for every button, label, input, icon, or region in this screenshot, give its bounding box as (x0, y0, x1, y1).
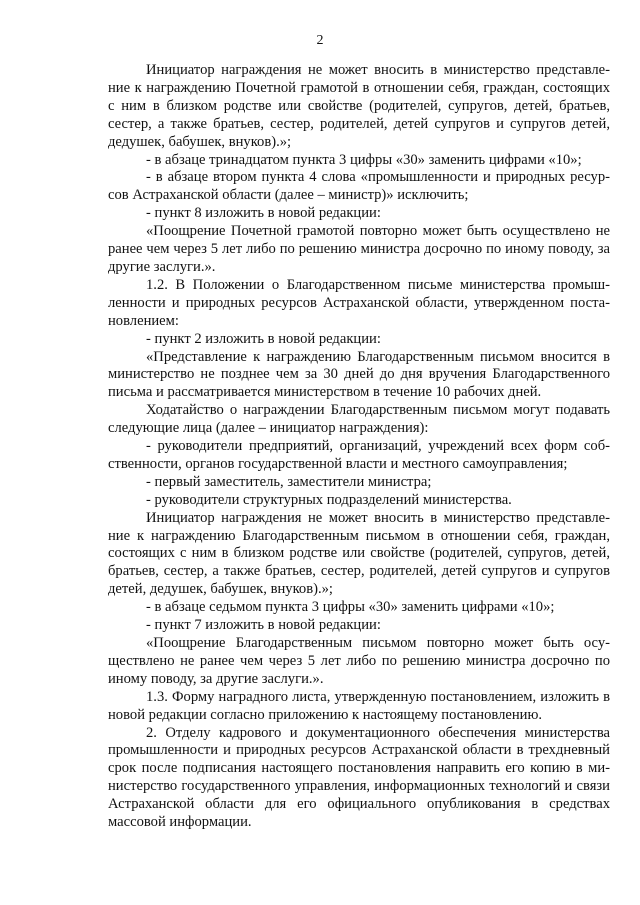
paragraph: - в абзаце втором пункта 4 слова «промышленности и природных ресур-сов Астраханской области (далее – министр)» исключить; (108, 169, 610, 204)
paragraph: Инициатор награждения не может вносить в министерство представле-ние к награждению Благодарственным письмом в отношении себя, граждан, состоящих с ним в близком родстве или свойстве (родителей, супругов, детей, братьев, сестер, а также братьев, сестер, родителей, детей супругов и супругов детей, дедушек, бабушек, внуков).»; (108, 509, 610, 598)
paragraph: Ходатайство о награждении Благодарственным письмом могут подавать следующие лица (далее – инициатор награждения): (108, 402, 610, 437)
paragraph: «Представление к награждению Благодарственным письмом вносится в министерство не позднее чем за 30 дней до дня вручения Благодарственного письма и рассматривается министерством в течение 10 рабочих дней. (108, 348, 610, 401)
paragraph: - пункт 2 изложить в новой редакции: (146, 330, 381, 347)
paragraph: - в абзаце тринадцатом пункта 3 цифры «30» заменить цифрами «10»; (146, 151, 582, 168)
paragraph: - руководители предприятий, организаций, учреждений всех форм соб-ственности, органов государственной власти и местного самоуправления; (108, 438, 610, 472)
paragraph: - первый заместитель, заместители министра; (146, 473, 432, 490)
paragraph: «Поощрение Благодарственным письмом повторно может быть осу-ществлено не ранее чем через 5 лет либо по решению министра досрочно по иному поводу, за другие заслуги.». (108, 635, 610, 687)
paragraph: - пункт 8 изложить в новой редакции: (146, 205, 381, 222)
document-body (108, 62, 610, 832)
paragraph: - руководители структурных подразделений министерства. (146, 491, 512, 508)
page-number: 2 (316, 33, 324, 48)
paragraph: 2. Отделу кадрового и документационного обеспечения министерства промышленности и природных ресурсов Астраханской области в трехдневный срок после подписания настоящего постановления направить его копию в ми-нистерство государственного управления, информационных технологий и связи Астраханской области для его официального опубликования в средствах массовой информации. (108, 724, 610, 831)
paragraph: - пункт 7 изложить в новой редакции: (146, 617, 381, 634)
paragraph: Инициатор награждения не может вносить в министерство представле-ние к награждению Почетной грамотой в отношении себя, граждан, состоящих с ним в близком родстве или свойстве (родителей, супругов, детей, братьев, сестер, а также братьев, сестер, родителей, детей супругов и супругов детей, дедушек, бабушек, внуков).»; (108, 62, 610, 150)
paragraph: 1.3. Форму наградного листа, утвержденную постановлением, изложить в новой редакции согласно приложению к настоящему постановлению. (108, 688, 610, 723)
paragraph: «Поощрение Почетной грамотой повторно может быть осуществлено не ранее чем через 5 лет либо по решению министра досрочно по иному поводу, за другие заслуги.». (108, 223, 610, 275)
paragraph: - в абзаце седьмом пункта 3 цифры «30» заменить цифрами «10»; (146, 599, 555, 616)
paragraph: 1.2. В Положении о Благодарственном письме министерства промыш-ленности и природных ресурсов Астраханской области, утвержденном поста-новлением: (108, 276, 610, 329)
